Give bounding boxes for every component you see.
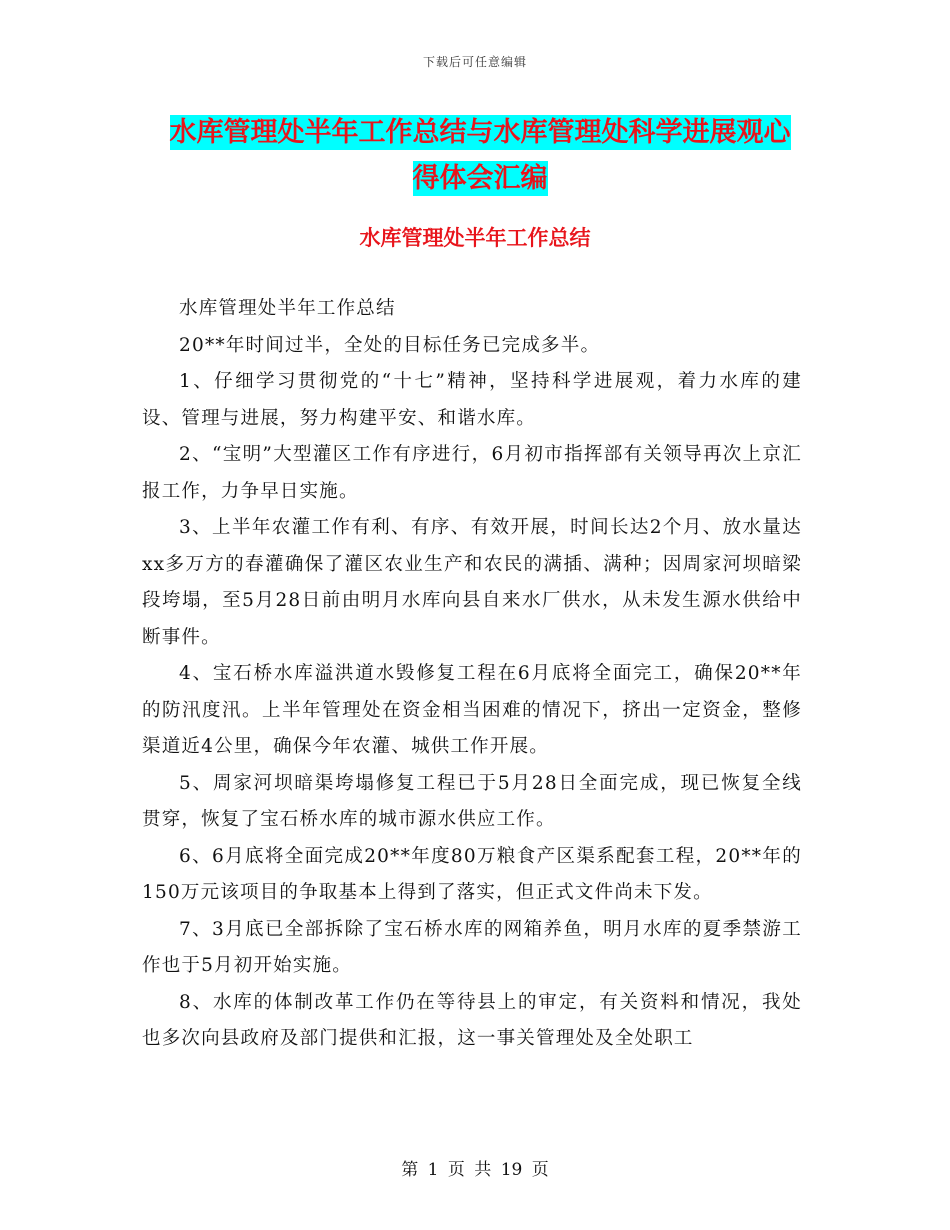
header-note: 下载后可任意编辑 xyxy=(422,55,527,69)
paragraph: 2、“宝明”大型灌区工作有序进行，6月初市指挥部有关领导再次上京汇报工作，力争早日实施。 xyxy=(142,444,802,502)
body-text xyxy=(142,291,802,1058)
page-number-footer: 第 1 页 共 19 页 xyxy=(401,1160,549,1180)
document-title-line2: 得体会汇编 xyxy=(412,163,548,194)
section-title: 水库管理处半年工作总结 xyxy=(359,226,591,250)
paragraph: 20**年时间过半，全处的目标任务已完成多半。 xyxy=(179,334,601,356)
paragraph: 7、3月底已全部拆除了宝石桥水库的网箱养鱼，明月水库的夏季禁游工作也于5月初开始实施。 xyxy=(142,918,802,976)
paragraph: 5、周家河坝暗渠垮塌修复工程已于5月28日全面完成，现已恢复全线贯穿，恢复了宝石桥水库的城市源水供应工作。 xyxy=(142,772,802,830)
paragraph: 1、仔细学习贯彻党的“十七”精神，坚持科学进展观，着力水库的建设、管理与进展，努力构建平安、和谐水库。 xyxy=(142,371,802,429)
paragraph: 水库管理处半年工作总结 xyxy=(179,298,396,319)
document-title-line1: 水库管理处半年工作总结与水库管理处科学进展观心 xyxy=(169,117,791,148)
paragraph: 8、水库的体制改革工作仍在等待县上的审定，有关资料和情况，我处也多次向县政府及部门提供和汇报，这一事关管理处及全处职工 xyxy=(142,991,802,1049)
document-title xyxy=(140,110,820,202)
paragraph: 3、上半年农灌工作有利、有序、有效开展，时间长达2个月、放水量达xx多万方的春灌确保了灌区农业生产和农民的满插、满种；因周家河坝暗梁段垮塌，至5月28日前由明月水库向县自来水厂供水，从未发生源水供给中断事件。 xyxy=(142,517,802,648)
paragraph: 4、宝石桥水库溢洪道水毁修复工程在6月底将全面完工，确保20**年的防汛度汛。上半年管理处在资金相当困难的情况下，挤出一定资金，整修渠道近4公里，确保今年农灌、城供工作开展。 xyxy=(142,663,802,757)
paragraph: 6、6月底将全面完成20**年度80万粮食产区渠系配套工程，20**年的150万元该项目的争取基本上得到了落实，但正式文件尚未下发。 xyxy=(142,845,802,903)
